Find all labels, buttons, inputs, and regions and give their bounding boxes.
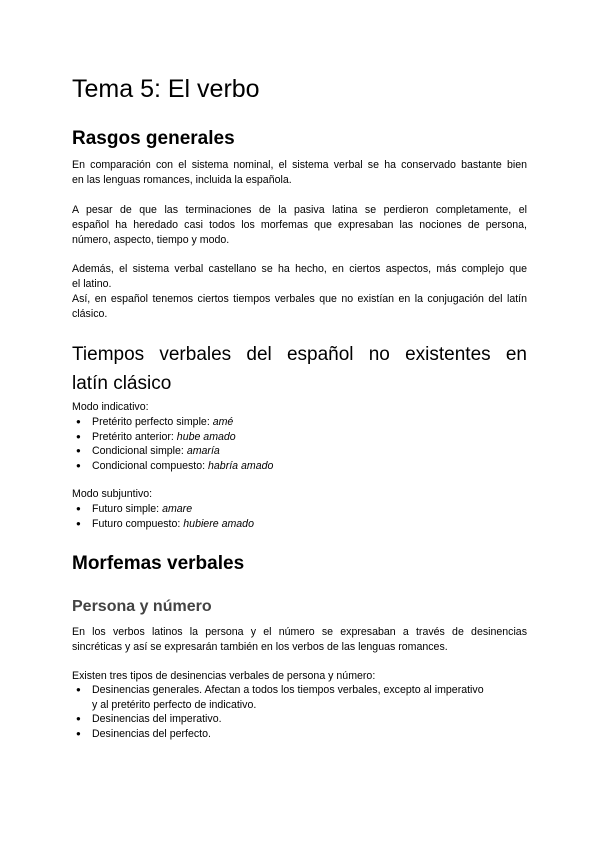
heading-rasgos-generales: Rasgos generales: [72, 128, 235, 149]
indicativo-list: [72, 415, 527, 473]
item-example: amé: [212, 416, 234, 428]
paragraph-line: número, aspecto, tiempo y modo.: [72, 234, 230, 246]
list-item: [72, 502, 527, 517]
item-label: Futuro compuesto:: [92, 517, 184, 530]
paragraph-line: en las lenguas romances, incluida la española.: [72, 174, 292, 186]
list-item: [72, 415, 527, 430]
item-line: y al pretérito perfecto de indicativo.: [92, 698, 257, 711]
item-example: amaría: [186, 445, 220, 457]
paragraph-line: Además, el sistema verbal castellano se ha hecho, en ciertos aspectos, más complejo que: [72, 263, 527, 275]
item-label: Condicional simple:: [92, 445, 187, 457]
subjuntivo-list: [72, 502, 527, 531]
page-title: Tema 5: El verbo: [72, 75, 260, 103]
heading-tiempos-verbales: [72, 340, 527, 398]
item-line: Desinencias del perfecto.: [92, 727, 211, 740]
list-item: [72, 712, 527, 727]
heading-line: latín clásico: [72, 373, 172, 394]
paragraph-line: español ha heredado casi todos los morfemas que expresaban las nociones de persona,: [72, 219, 527, 231]
item-example: habría amado: [208, 459, 274, 472]
modo-subjuntivo-label: Modo subjuntivo:: [72, 488, 153, 500]
item-example: amare: [162, 503, 193, 515]
item-label: Condicional compuesto:: [92, 459, 209, 472]
paragraph-rasgos-3: [72, 262, 527, 322]
paragraph-line: el latino.: [72, 278, 112, 290]
modo-indicativo-label: Modo indicativo:: [72, 401, 149, 413]
paragraph-morfemas-2: Existen tres tipos de desinencias verbales de persona y número:: [72, 670, 376, 682]
subheading-persona-numero: Persona y número: [72, 598, 212, 615]
paragraph-line: A pesar de que las terminaciones de la pasiva latina se perdieron completamente, el: [72, 204, 527, 216]
item-label: Pretérito anterior:: [92, 430, 177, 443]
item-example: hubiere amado: [183, 517, 254, 530]
paragraph-line: Así, en español tenemos ciertos tiempos verbales que no existían en la conjugación del latín: [72, 293, 527, 305]
item-label: Pretérito perfecto simple:: [92, 416, 213, 428]
list-item: [72, 459, 527, 474]
item-line: ● Desinencias generales. Afectan a todos los tiempos verbales, excepto al imperativo: [92, 684, 484, 696]
list-item: [72, 517, 527, 532]
list-item: [72, 444, 527, 459]
desinencias-list: [72, 683, 527, 741]
paragraph-line: En comparación con el sistema nominal, el sistema verbal se ha conservado bastante bien: [72, 159, 527, 171]
item-line: Desinencias del imperativo.: [92, 713, 222, 725]
heading-morfemas-verbales: Morfemas verbales: [72, 553, 245, 574]
heading-line: Tiempos verbales del español no existentes en: [72, 344, 527, 365]
paragraph-line: sincréticas y así se expresarán también en los verbos de las lenguas romances.: [72, 641, 448, 653]
list-item: [72, 430, 527, 445]
item-label: Futuro simple:: [92, 503, 163, 515]
paragraph-morfemas-1: [72, 625, 527, 655]
item-example: hube amado: [176, 430, 236, 443]
list-item: [72, 727, 527, 742]
paragraph-line: En los verbos latinos la persona y el número se expresaban a través de desinencias: [72, 626, 527, 638]
paragraph-rasgos-1: [72, 158, 527, 188]
paragraph-rasgos-2: [72, 203, 527, 248]
paragraph-line: clásico.: [72, 308, 108, 320]
list-item: [72, 683, 527, 712]
